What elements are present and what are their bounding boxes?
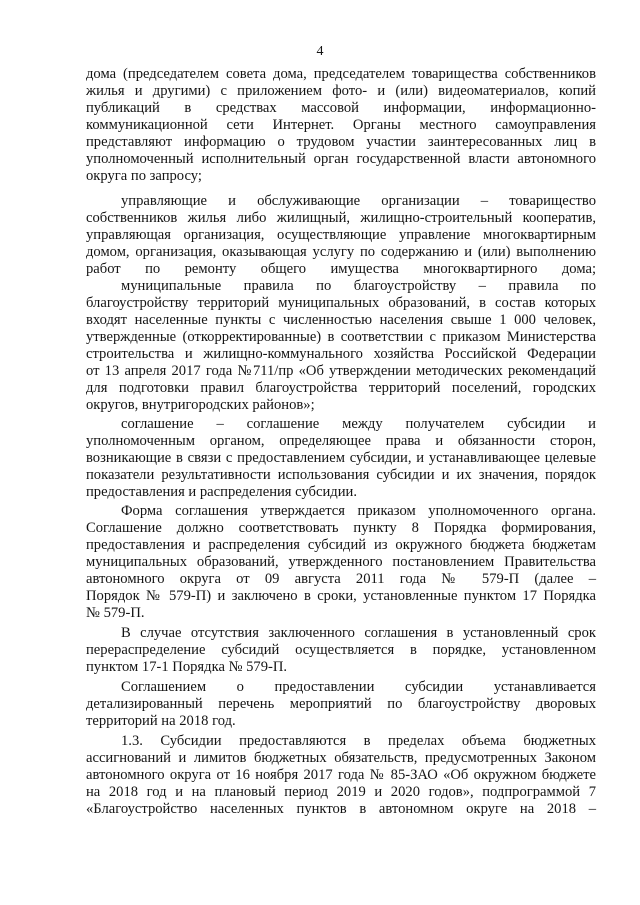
text-line: управляющая организация, осуществляющие управление многоквартирным xyxy=(86,227,596,243)
text-line: 1.3. Субсидии предоставляются в пределах объема бюджетных xyxy=(121,733,596,749)
text-line: на 2018 год и на плановый период 2019 и 2020 годов», подпрограммой 7 xyxy=(86,784,596,800)
text-line: детализированный перечень мероприятий по благоустройству дворовых xyxy=(86,696,596,712)
text-line: коммуникационной сети Интернет. Органы местного самоуправления xyxy=(86,117,596,133)
text-line: предоставления и распределения субсидии. xyxy=(86,484,357,500)
text-line: строительства и жилищно-коммунального хозяйства Российской Федерации xyxy=(86,346,596,362)
text-line: автономного округа от 09 августа 2011 года № 579-П (далее – xyxy=(86,571,596,587)
text-line: пунктом 17-1 Порядка № 579-П. xyxy=(86,659,288,675)
text-line: входят населенные пункты с численностью населения свыше 1 000 человек, xyxy=(86,312,596,328)
text-line: округа по запросу; xyxy=(86,168,202,184)
text-line: «Благоустройство населенных пунктов в автономном округе на 2018 – xyxy=(86,801,596,817)
text-line: уполномоченный исполнительный орган государственной власти автономного xyxy=(86,151,596,167)
text-line: Соглашением о предоставлении субсидии устанавливается xyxy=(121,679,596,695)
text-line: муниципальных образований, утвержденного постановлением Правительства xyxy=(86,554,596,570)
text-line: представляют информацию о трудовом участии заинтересованных лиц в xyxy=(86,134,596,150)
text-line: благоустройству территорий муниципальных образований, в состав которых xyxy=(86,295,596,311)
text-line: собственников жилья либо жилищный, жилищно-строительный кооператив, xyxy=(86,210,596,226)
text-line: В случае отсутствия заключенного соглашения в установленный срок xyxy=(121,625,596,641)
text-line: утвержденные (откорректированные) в соответствии с приказом Министерства xyxy=(86,329,596,345)
text-line: перераспределение субсидий осуществляется в порядке, установленном xyxy=(86,642,596,658)
text-line: Форма соглашения утверждается приказом уполномоченного органа. xyxy=(121,503,596,519)
text-line: ассигнований и лимитов бюджетных обязательств, предусмотренных Законом xyxy=(86,750,596,766)
text-line: соглашение – соглашение между получателем субсидии и xyxy=(121,416,596,432)
text-line: работ по ремонту общего имущества многоквартирного дома; xyxy=(86,261,596,277)
text-line: жилья и другими) с приложением фото- и (или) видеоматериалов, копий xyxy=(86,83,596,99)
text-line: дома (председателем совета дома, председателем товарищества собственников xyxy=(86,66,596,82)
text-line: возникающие в связи с предоставлением субсидии, и устанавливающее целевые xyxy=(86,450,596,466)
text-line: автономного округа от 16 ноября 2017 года № 85-ЗАО «Об окружном бюджете xyxy=(86,767,596,783)
text-line: для подготовки правил благоустройства территорий поселений, городских xyxy=(86,380,596,396)
text-line: округов, внутригородских районов»; xyxy=(86,397,315,413)
text-line: предоставления и распределения субсидий из окружного бюджета бюджетам xyxy=(86,537,596,553)
text-line: территорий на 2018 год. xyxy=(86,713,236,729)
text-line: управляющие и обслуживающие организации – товарищество xyxy=(121,193,596,209)
text-line: от 13 апреля 2017 года №711/пр «Об утверждении методических рекомендаций xyxy=(86,363,596,379)
text-line: Порядок № 579-П) и заключено в сроки, установленные пунктом 17 Порядка xyxy=(86,588,596,604)
text-line: домом, организация, оказывающая услугу по содержанию и (или) выполнению xyxy=(86,244,596,260)
text-line: Соглашение должно соответствовать пункту 8 Порядка формирования, xyxy=(86,520,596,536)
text-line: уполномоченным органом, определяющее права и обязанности сторон, xyxy=(86,433,596,449)
text-line: показатели результативности использования субсидии и их значения, порядок xyxy=(86,467,596,483)
text-line: № 579-П. xyxy=(86,605,145,621)
page-number: 4 xyxy=(316,44,324,59)
text-line: муниципальные правила по благоустройству – правила по xyxy=(121,278,596,294)
text-line: публикаций в средствах массовой информации, информационно- xyxy=(86,100,596,116)
